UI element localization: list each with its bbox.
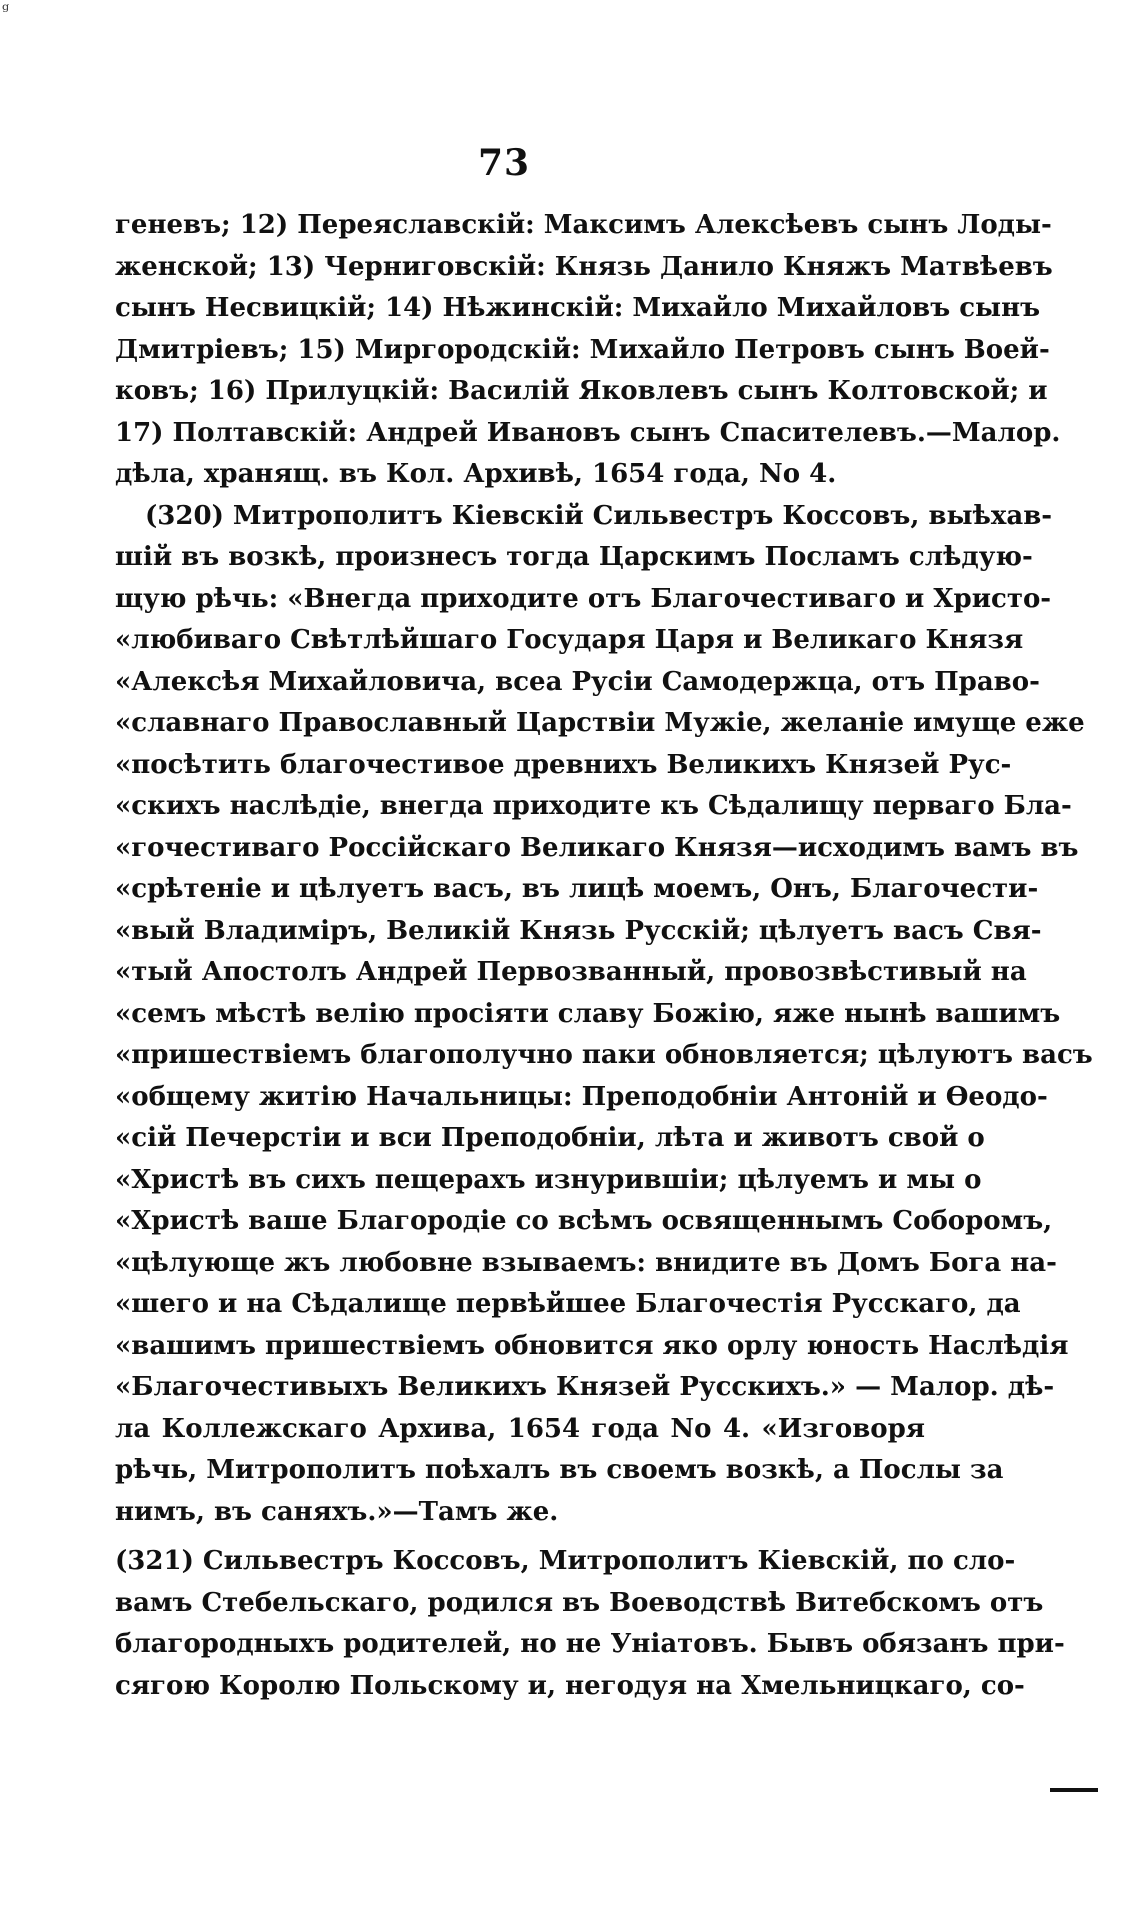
text-line: сягою Королю Польскому и, негодуя на Хмельницкаго, со-	[115, 1670, 1025, 1701]
text-line: вамъ Стебельскаго, родился въ Воеводствѣ Витебскомъ отъ	[115, 1587, 1044, 1618]
text-line: «славнаго Православный Царствіи Мужіе, желаніе имуще еже	[115, 708, 1085, 738]
text-line: «скихъ наслѣдіе, внегда приходите къ Сѣдалищу перваго Бла-	[115, 791, 1072, 821]
scan-speck: ᵍ	[2, 0, 10, 21]
text-line: благородныхъ родителей, но не Уніатовъ. Бывъ обязанъ при-	[115, 1629, 1065, 1659]
text-line: «тый Апостолъ Андрей Первозванный, провозвѣстивый на	[115, 957, 1027, 987]
text-line: геневъ; 12) Переяславскій: Максимъ Алексѣевъ сынъ Лоды-	[115, 210, 1052, 240]
text-line: «пришествіемъ благополучно паки обновляется; цѣлуютъ васъ	[115, 1040, 1093, 1070]
page-number: 73	[478, 142, 531, 184]
text-line: шій въ возкѣ, произнесъ тогда Царскимъ Посламъ слѣдую-	[115, 542, 1033, 572]
body-text	[115, 205, 1093, 1707]
text-line: ла Коллежскаго Архива, 1654 года No 4. «Изговоря	[115, 1413, 925, 1444]
text-line: «вый Владиміръ, Великій Князь Русскій; цѣлуетъ васъ Свя-	[115, 915, 1042, 946]
text-line: «сій Печерстіи и вси Преподобніи, лѣта и животъ свой о	[115, 1123, 985, 1153]
text-line: «семъ мѣстѣ велію просіяти славу Божію, яже нынѣ вашимъ	[115, 998, 1061, 1029]
text-line: «гочестиваго Россійскаго Великаго Князя—исходимъ вамъ въ	[115, 832, 1079, 863]
text-line: «Христѣ ваше Благородіе со всѣмъ освященнымъ Соборомъ,	[115, 1206, 1053, 1236]
text-line: женской; 13) Черниговскій: Князь Данило Княжъ Матвѣевъ	[115, 251, 1053, 282]
text-line: рѣчь, Митрополитъ поѣхалъ въ своемъ возкѣ, а Послы за	[115, 1455, 1004, 1485]
text-line: нимъ, въ саняхъ.»—Тамъ же.	[115, 1496, 559, 1527]
text-line: дѣла, хранящ. въ Кол. Архивѣ, 1654 года, No 4.	[115, 459, 837, 489]
text-line: ковъ; 16) Прилуцкій: Василій Яковлевъ сынъ Колтовской; и	[115, 376, 1048, 406]
text-line: «вашимъ пришествіемъ обновится яко орлу юность Наслѣдія	[115, 1330, 1069, 1361]
paragraph-320-start: (320) Митрополитъ Кіевскій Сильвестръ Коссовъ, выѣхав-	[145, 500, 1053, 531]
text-line: «цѣлующе жъ любовне взываемъ: внидите въ Домъ Бога на-	[115, 1247, 1057, 1278]
text-line: «срѣтеніе и цѣлуетъ васъ, въ лицѣ моемъ, Онъ, Благочести-	[115, 874, 1039, 904]
text-line: «Христѣ въ сихъ пещерахъ изнурившіи; цѣлуемъ и мы о	[115, 1164, 982, 1195]
text-line: «любиваго Свѣтлѣйшаго Государя Царя и Великаго Князя	[115, 625, 1024, 655]
text-line: «Благочестивыхъ Великихъ Князей Русскихъ.» — Малор. дѣ-	[115, 1372, 1055, 1402]
text-line: «посѣтить благочестивое древнихъ Великихъ Князей Рус-	[115, 749, 1012, 780]
paragraph-gap	[115, 1533, 925, 1541]
text-line: щую рѣчь: «Внегда приходите отъ Благочестиваго и Христо-	[115, 583, 1052, 614]
margin-rule	[1050, 1788, 1098, 1792]
text-line: 17) Полтавскій: Андрей Ивановъ сынъ Спасителевъ.—Малор.	[115, 417, 1061, 448]
paragraph-321-start: (321) Сильвестръ Коссовъ, Митрополитъ Кіевскій, по сло-	[115, 1546, 1016, 1576]
text-line: Дмитріевъ; 15) Миргородскій: Михайло Петровъ сынъ Воей-	[115, 334, 1050, 365]
text-line: «общему житію Начальницы: Преподобніи Антоній и Ѳеодо-	[115, 1081, 1048, 1112]
text-line: «Алексѣя Михайловича, всеа Русіи Самодержца, отъ Право-	[115, 666, 1040, 697]
text-line: «шего и на Сѣдалище первѣйшее Благочестія Русскаго, да	[115, 1289, 1021, 1319]
text-line: сынъ Несвицкій; 14) Нѣжинскій: Михайло Михайловъ сынъ	[115, 293, 1041, 323]
